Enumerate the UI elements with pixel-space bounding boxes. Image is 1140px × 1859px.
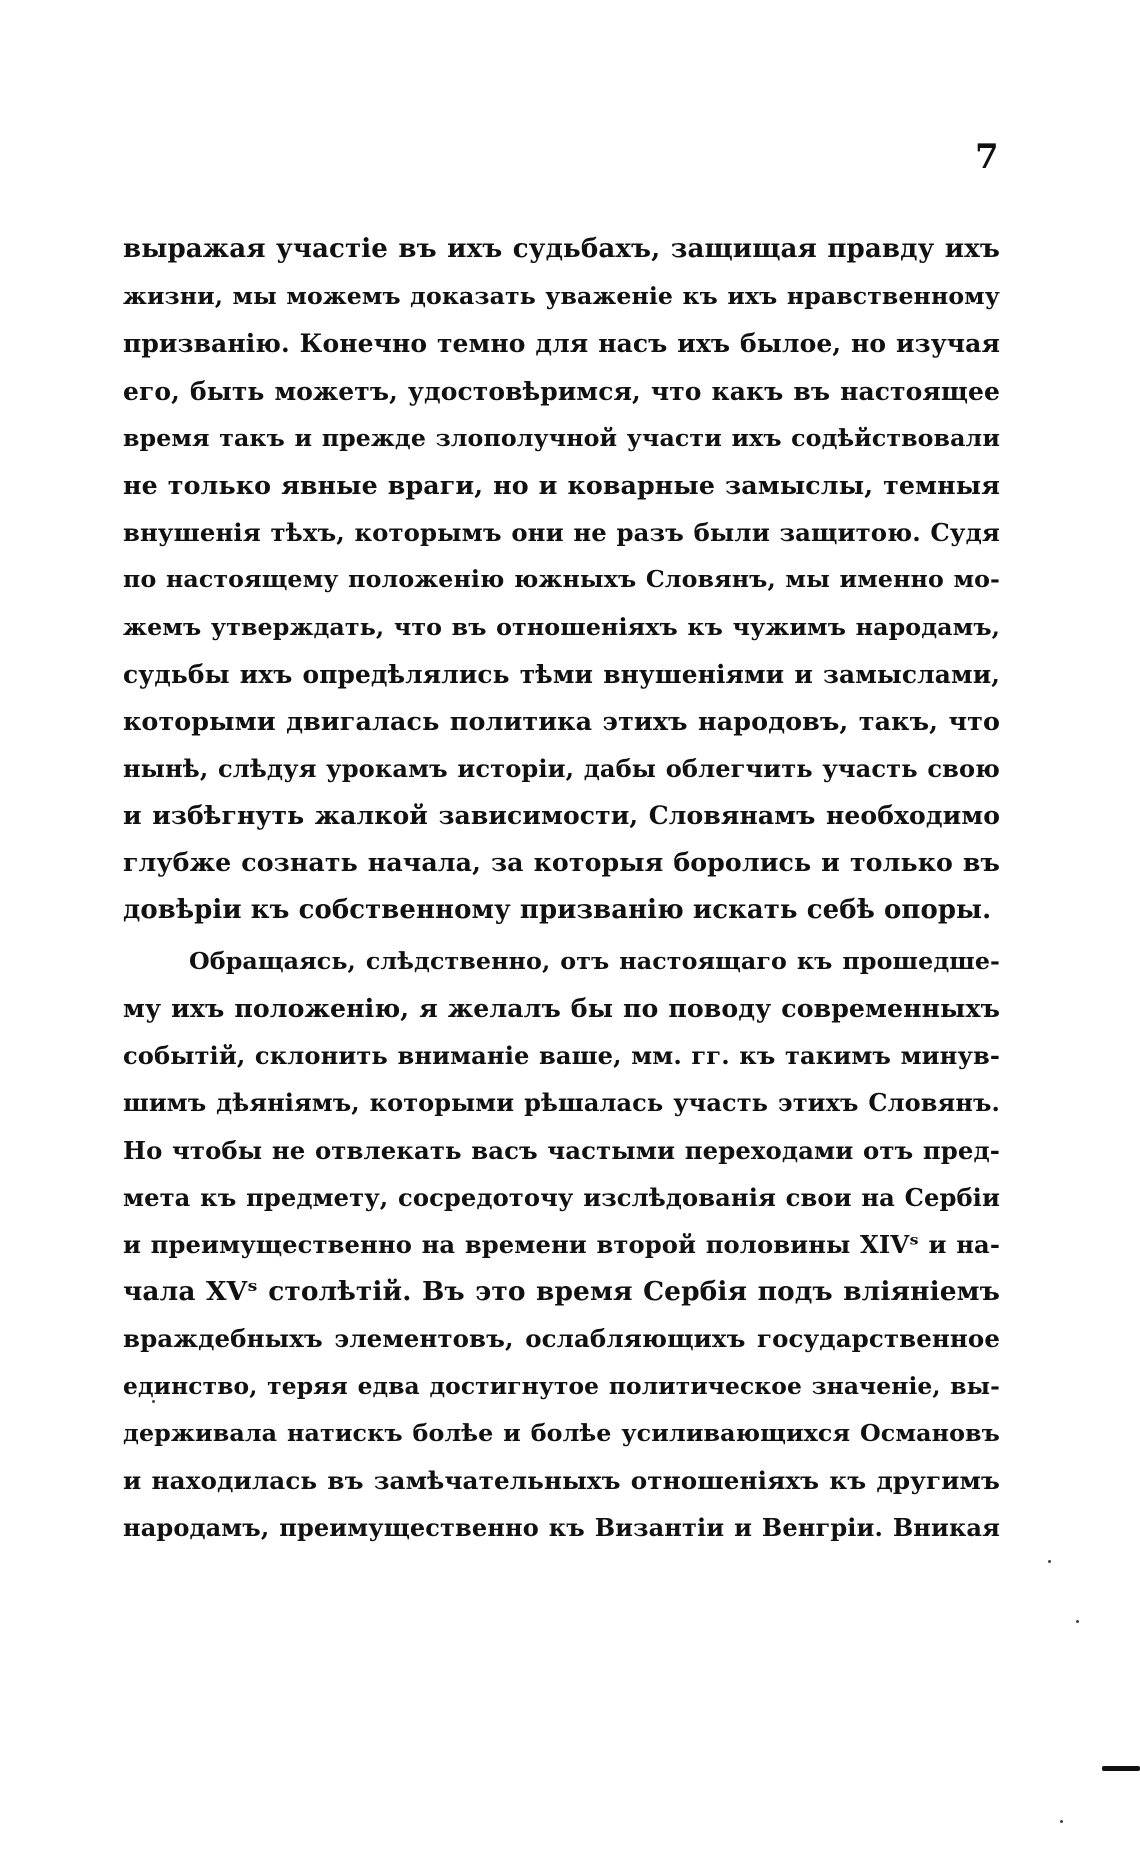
text-line: его, быть можетъ, удостовѣримся, что какъ въ настоящее [123,376,1000,406]
text-line: и преимущественно на времени второй половины XIVˢ и на- [123,1229,1000,1259]
text-line: не только явные враги, но и коварные замыслы, темныя [123,469,1000,500]
text-line: призванію. Конечно темно для насъ ихъ былое, но изучая [123,329,1000,359]
paper-speck [1060,1820,1063,1823]
text-line: чала XVˢ столѣтій. Въ это время Сербія подъ вліяніемъ [123,1276,1000,1308]
text-line: судьбы ихъ опредѣлялись тѣми внушеніями и замыслами, [123,659,1000,689]
text-line: Но чтобы не отвлекать васъ частыми переходами отъ пред- [123,1135,1000,1165]
text-line: му ихъ положенію, я желалъ бы по поводу современныхъ [123,993,1000,1023]
text-line: нынѣ, слѣдуя урокамъ исторіи, дабы облегчить участь свою [123,754,1000,784]
text-line: и находилась въ замѣчательныхъ отношеніяхъ къ другимъ [123,1465,1000,1495]
text-line: жизни, мы можемъ доказать уваженіе къ ихъ нравственному [123,282,1000,311]
page-number: 7 [975,137,999,177]
text-line: время такъ и прежде злополучной участи ихъ содѣйствовали [123,423,1000,452]
paper-speck [1076,1620,1079,1623]
text-line: глубже сознать начала, за которыя боролись и только въ [123,847,1000,878]
text-line: единство, теряя едва достигнутое политическое значеніе, вы- [123,1371,1000,1400]
text-line: выражая участіе въ ихъ судьбахъ, защищая правду ихъ [123,234,1000,264]
text-line: и избѣгнуть жалкой зависимости, Словянамъ необходимо [123,800,1000,831]
paper-speck [1048,1560,1051,1563]
body-text [123,226,1000,1551]
paragraph-1 [123,226,1000,934]
text-line: Обращаясь, слѣдственно, отъ настоящаго къ прошедше- [189,946,1000,975]
paper-speck [152,1400,155,1403]
paragraph-2 [123,938,1000,1551]
text-line: событій, склонить вниманіе ваше, мм. гг. къ такимъ минув- [123,1041,1000,1071]
text-line: по настоящему положенію южныхъ Словянъ, мы именно мо- [123,565,1000,594]
text-line: держивала натискъ болѣе и болѣе усиливающихся Османовъ [123,1418,1000,1447]
text-line: жемъ утверждать, что въ отношеніяхъ къ чужимъ народамъ, [123,612,1000,641]
page-edge-mark [1102,1766,1140,1771]
text-line: враждебныхъ элементовъ, ослабляющихъ государственное [123,1324,1000,1354]
text-line: шимъ дѣяніямъ, которыми рѣшалась участь этихъ Словянъ. [123,1088,1000,1118]
text-line: мета къ предмету, сосредоточу изслѣдованія свои на Сербіи [123,1182,1000,1212]
text-line: народамъ, преимущественно къ Византіи и Венгріи. Вникая [123,1513,1000,1543]
text-line: довѣріи къ собственному призванію искать себѣ опоры. [123,894,992,925]
text-line: внушенія тѣхъ, которымъ они не разъ были защитою. Судя [123,518,1000,548]
text-line: которыми двигалась политика этихъ народовъ, такъ, что [123,705,1000,736]
